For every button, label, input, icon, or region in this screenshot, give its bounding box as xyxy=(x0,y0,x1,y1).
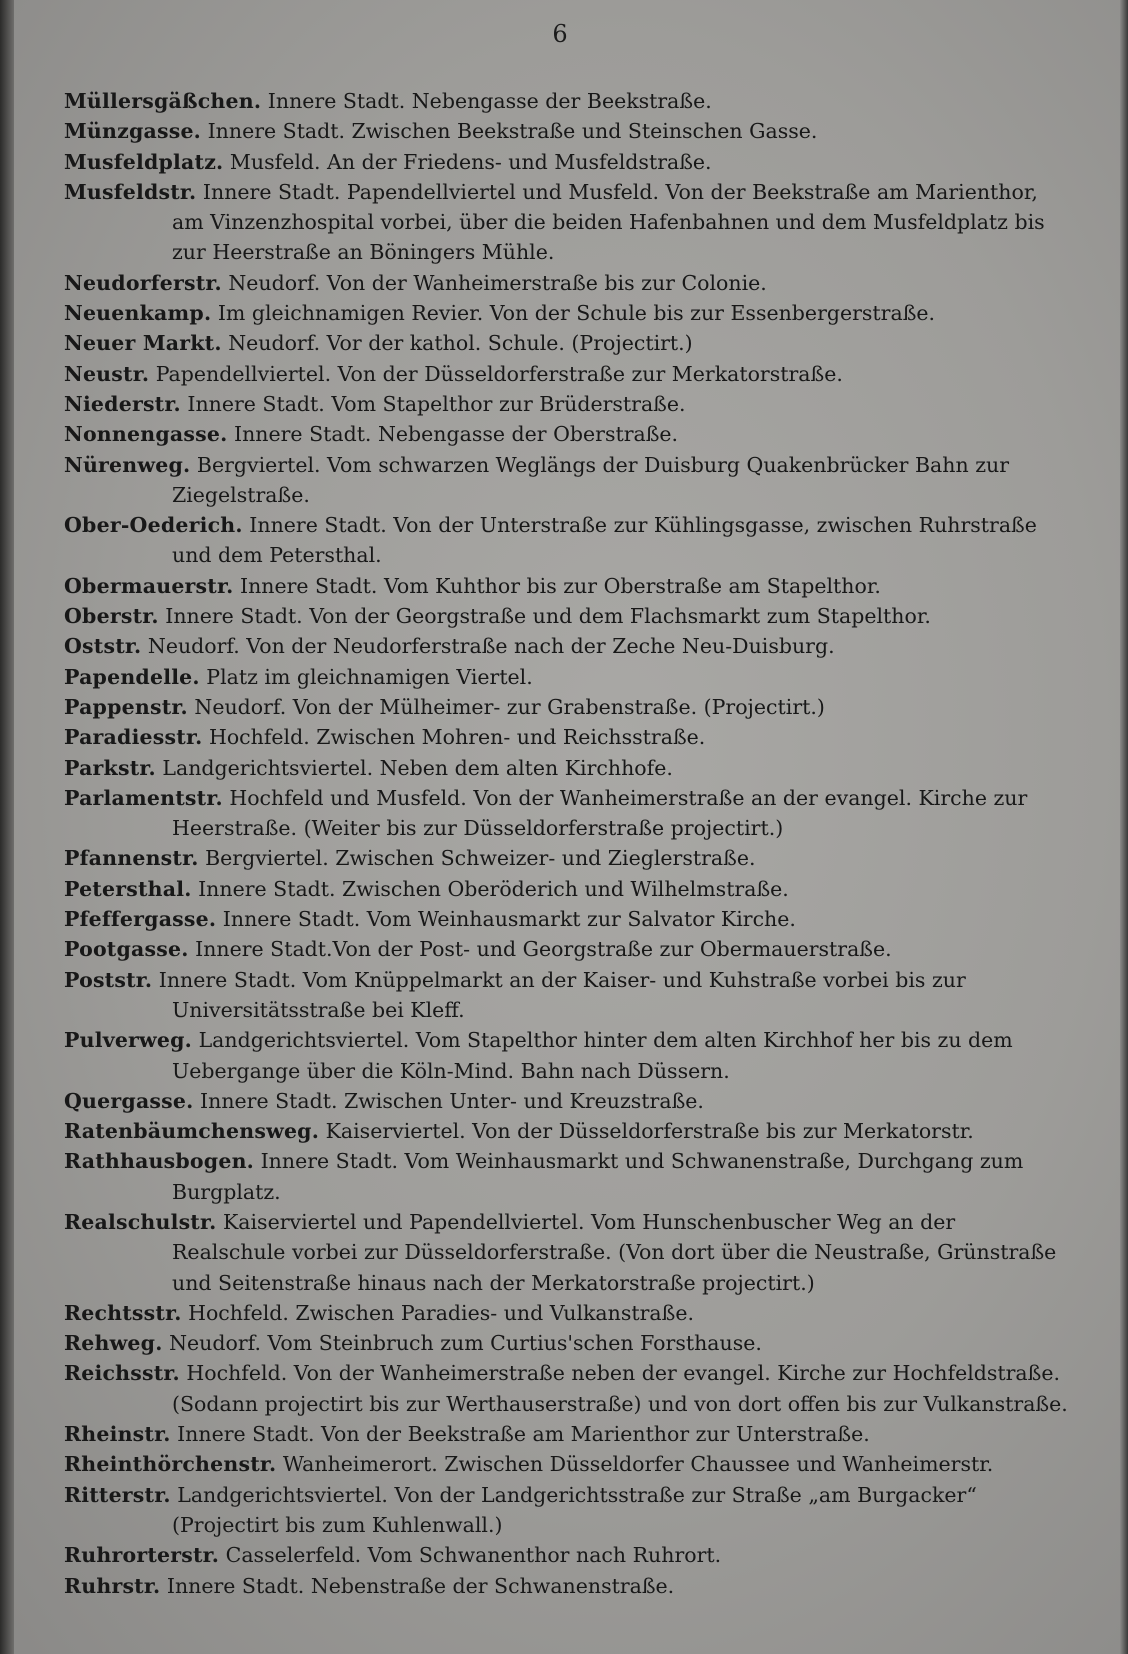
street-description: Innere Stadt. Nebenstraße der Schwanenstraße. xyxy=(166,1573,675,1598)
list-item xyxy=(64,147,1074,177)
street-name: Niederstr. xyxy=(64,391,181,416)
street-description: Landgerichtsviertel. Vom Stapelthor hinter dem alten Kirchhof her bis zu dem Uebergange über die Köln-Mind. Bahn nach Düssern. xyxy=(172,1028,1013,1083)
street-name: Pfeffergasse. xyxy=(64,907,217,932)
list-item xyxy=(64,1146,1074,1207)
street-description: Innere Stadt. Papendellviertel und Musfeld. Von der Beekstraße am Marienthor, am Vinzenzhospital vorbei, über die beiden Hafenbahnen und dem Musfeldplatz bis zur Heerstraße an Böningers Mühle. xyxy=(172,179,1045,265)
page-number: 6 xyxy=(552,20,568,48)
list-item xyxy=(64,389,1074,419)
list-item xyxy=(64,1480,1074,1541)
street-description: Wanheimerort. Zwischen Düsseldorfer Chaussee und Wanheimerstr. xyxy=(282,1452,994,1477)
street-name: Oststr. xyxy=(64,634,142,659)
street-description: Innere Stadt. Vom Knüppelmarkt an der Kaiser- und Kuhstraße vorbei bis zur Universitätsstraße bei Kleff. xyxy=(158,967,966,1022)
street-description: Innere Stadt. Vom Weinhausmarkt zur Salvator Kirche. xyxy=(222,907,796,932)
street-description: Innere Stadt.Von der Post- und Georgstraße zur Obermauerstraße. xyxy=(195,937,892,962)
street-description: Im gleichnamigen Revier. Von der Schule bis zur Essenbergerstraße. xyxy=(217,301,936,326)
list-item xyxy=(64,571,1074,601)
street-name: Neustr. xyxy=(64,361,150,386)
page-edge-right xyxy=(1120,0,1128,1654)
street-name: Münzgasse. xyxy=(64,119,202,144)
street-description: Innere Stadt. Nebengasse der Oberstraße. xyxy=(233,422,679,447)
street-description: Hochfeld und Musfeld. Von der Wanheimerstraße an der evangel. Kirche zur Heerstraße. (Weiter bis zur Düsseldorferstraße projectirt.) xyxy=(172,785,1028,841)
list-item xyxy=(64,753,1074,783)
street-description: Hochfeld. Von der Wanheimerstraße neben der evangel. Kirche zur Hochfeldstraße. (Sodann projectirt bis zur Werthauserstraße) und von dort offen bis zur Vulkanstraße. xyxy=(172,1361,1068,1416)
street-name: Ober-Oederich. xyxy=(64,513,243,538)
street-name: Rheinthörchenstr. xyxy=(64,1452,277,1477)
list-item xyxy=(64,904,1074,934)
list-item xyxy=(64,116,1074,146)
street-name: Oberstr. xyxy=(64,604,159,629)
street-description: Innere Stadt. Zwischen Beekstraße und Steinschen Gasse. xyxy=(207,119,818,144)
list-item xyxy=(64,450,1074,511)
street-description: Innere Stadt. Nebengasse der Beekstraße. xyxy=(267,89,712,113)
street-name: Musfeldstr. xyxy=(64,179,197,204)
list-item xyxy=(64,1086,1074,1116)
list-item xyxy=(64,1298,1074,1328)
list-item xyxy=(64,1116,1074,1146)
street-description: Papendellviertel. Von der Düsseldorferstraße zur Merkatorstraße. xyxy=(155,361,843,386)
list-item xyxy=(64,510,1074,571)
street-name: Realschulstr. xyxy=(64,1209,217,1234)
street-name: Papendelle. xyxy=(64,664,200,689)
street-description: Landgerichtsviertel. Neben dem alten Kirchhofe. xyxy=(162,755,673,780)
street-description: Platz im gleichnamigen Viertel. xyxy=(206,664,533,689)
street-name: Paradiesstr. xyxy=(64,725,203,750)
street-name: Nürenweg. xyxy=(64,452,191,477)
street-description: Innere Stadt. Von der Georgstraße und dem Flachsmarkt zum Stapelthor. xyxy=(165,604,931,629)
list-item xyxy=(64,662,1074,692)
street-name: Neuer Markt. xyxy=(64,331,222,356)
list-item xyxy=(64,298,1074,328)
street-name: Musfeldplatz. xyxy=(64,149,224,174)
list-item xyxy=(64,1025,1074,1086)
street-name: Pulverweg. xyxy=(64,1028,193,1053)
list-item xyxy=(64,601,1074,631)
street-description: Hochfeld. Zwischen Paradies- und Vulkanstraße. xyxy=(188,1300,694,1325)
street-name: Nonnengasse. xyxy=(64,422,228,447)
street-name: Parkstr. xyxy=(64,755,156,780)
street-description: Musfeld. An der Friedens- und Musfeldstraße. xyxy=(229,149,712,174)
street-name: Reichsstr. xyxy=(64,1361,180,1386)
street-description: Innere Stadt. Vom Stapelthor zur Brüderstraße. xyxy=(187,391,686,416)
list-item xyxy=(64,1449,1074,1479)
street-description: Neudorf. Vor der kathol. Schule. (Projectirt.) xyxy=(228,331,693,356)
street-name: Obermauerstr. xyxy=(64,573,234,598)
list-item xyxy=(64,692,1074,722)
street-name: Ruhrorterstr. xyxy=(64,1543,220,1568)
street-name: Ritterstr. xyxy=(64,1482,171,1507)
street-description: Innere Stadt. Von der Unterstraße zur Kühlingsgasse, zwischen Ruhrstraße und dem Petersthal. xyxy=(172,513,1037,568)
street-name: Pappenstr. xyxy=(64,694,188,719)
street-description: Bergviertel. Zwischen Schweizer- und Zieglerstraße. xyxy=(205,846,756,871)
list-item xyxy=(64,783,1074,844)
street-name: Rechtsstr. xyxy=(64,1300,182,1325)
list-item xyxy=(64,419,1074,449)
list-item xyxy=(64,86,1074,116)
street-name: Poststr. xyxy=(64,967,153,992)
list-item xyxy=(64,934,1074,964)
list-item xyxy=(64,874,1074,904)
list-item xyxy=(64,631,1074,661)
street-name: Ruhrstr. xyxy=(64,1573,161,1598)
street-description: Neudorf. Vom Steinbruch zum Curtius'schen Forsthause. xyxy=(169,1331,762,1356)
list-item xyxy=(64,1571,1074,1601)
list-item xyxy=(64,1358,1074,1419)
street-description: Casselerfeld. Vom Schwanenthor nach Ruhrort. xyxy=(225,1543,722,1568)
list-item xyxy=(64,843,1074,873)
page-edge-left xyxy=(0,0,14,1654)
street-description: Innere Stadt. Zwischen Oberöderich und Wilhelmstraße. xyxy=(198,876,789,901)
street-description: Innere Stadt. Zwischen Unter- und Kreuzstraße. xyxy=(200,1088,704,1113)
street-name: Neuenkamp. xyxy=(64,301,212,326)
street-directory-list xyxy=(64,86,1074,1601)
street-description: Innere Stadt. Vom Weinhausmarkt und Schwanenstraße, Durchgang zum Burgplatz. xyxy=(172,1149,1024,1204)
list-item xyxy=(64,1328,1074,1358)
street-name: Pfannenstr. xyxy=(64,846,199,871)
list-item xyxy=(64,359,1074,389)
list-item xyxy=(64,328,1074,358)
street-name: Müllersgäßchen. xyxy=(64,89,262,113)
list-item xyxy=(64,1540,1074,1570)
street-name: Petersthal. xyxy=(64,876,192,901)
street-description: Kaiserviertel. Von der Düsseldorferstraße bis zur Merkatorstr. xyxy=(325,1119,974,1144)
street-description: Landgerichtsviertel. Von der Landgerichtsstraße zur Straße „am Burgacker“ (Projectirt bis zum Kuhlenwall.) xyxy=(172,1482,977,1537)
street-description: Hochfeld. Zwischen Mohren- und Reichsstraße. xyxy=(208,725,706,750)
street-description: Innere Stadt. Von der Beekstraße am Marienthor zur Unterstraße. xyxy=(177,1422,870,1447)
street-description: Neudorf. Von der Neudorferstraße nach der Zeche Neu-Duisburg. xyxy=(147,634,835,659)
street-description: Bergviertel. Vom schwarzen Weglängs der Duisburg Quakenbrücker Bahn zur Ziegelstraße. xyxy=(172,452,1010,507)
street-name: Parlamentstr. xyxy=(64,785,223,810)
street-name: Rehweg. xyxy=(64,1331,163,1356)
street-name: Ratenbäumchensweg. xyxy=(64,1119,320,1144)
list-item xyxy=(64,268,1074,298)
street-description: Neudorf. Von der Mülheimer- zur Grabenstraße. (Projectirt.) xyxy=(194,694,825,719)
street-name: Pootgasse. xyxy=(64,937,189,962)
street-name: Quergasse. xyxy=(64,1088,194,1113)
street-description: Kaiserviertel und Papendellviertel. Vom Hunschenbuscher Weg an der Realschule vorbei zur Düsseldorferstraße. (Von dort über die Neustraße, Grünstraße und Seitenstraße hinaus nach der Merkatorstraße projectirt.) xyxy=(172,1209,1057,1295)
list-item xyxy=(64,177,1074,268)
list-item xyxy=(64,722,1074,752)
street-name: Rathhausbogen. xyxy=(64,1149,255,1174)
list-item xyxy=(64,1419,1074,1449)
street-description: Neudorf. Von der Wanheimerstraße bis zur Colonie. xyxy=(228,270,767,295)
street-description: Innere Stadt. Vom Kuhthor bis zur Oberstraße am Stapelthor. xyxy=(239,573,881,598)
list-item xyxy=(64,965,1074,1026)
street-name: Rheinstr. xyxy=(64,1422,171,1447)
list-item xyxy=(64,1207,1074,1298)
street-name: Neudorferstr. xyxy=(64,270,222,295)
